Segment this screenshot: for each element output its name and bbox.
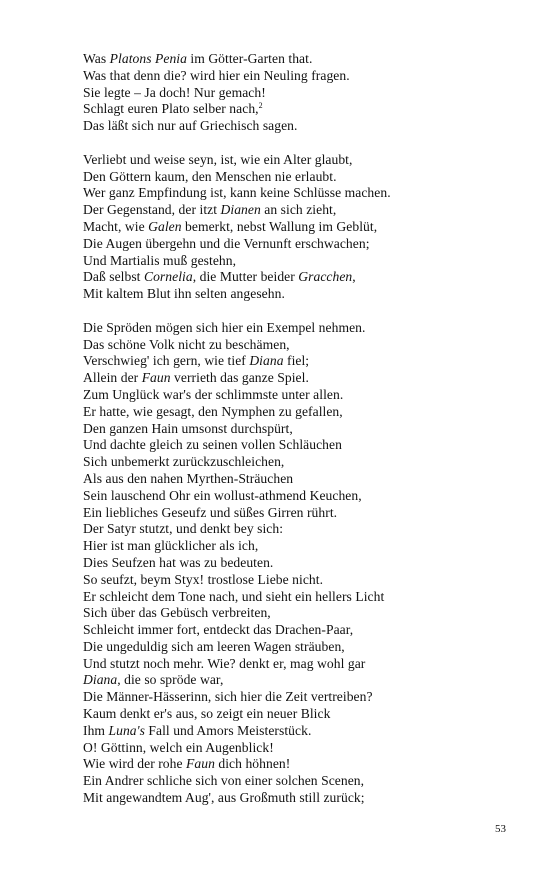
verse-text: Sich unbemerkt zurückzuschleichen, — [83, 454, 285, 470]
verse-text: Was that denn die? wird hier ein Neuling fragen. — [83, 67, 350, 83]
verse-text: Er hatte, wie gesagt, den Nymphen zu gefallen, — [83, 403, 343, 419]
verse-text: Ein liebliches Geseufz und süßes Girren rührt. — [83, 504, 338, 520]
verse-line — [83, 706, 523, 723]
verse-line — [83, 689, 523, 706]
verse-text: Ein Andrer schliche sich von einer solchen Scenen, — [83, 773, 365, 789]
italic-name: Platons Penia — [109, 51, 187, 66]
verse-text: Verliebt und weise seyn, ist, wie ein Alter glaubt, — [83, 151, 353, 167]
italic-name: Gracchen — [298, 269, 353, 285]
verse-line — [83, 236, 523, 253]
italic-name: Luna's — [108, 722, 145, 738]
verse-line — [83, 219, 523, 236]
verse-line — [83, 572, 523, 589]
verse-line — [83, 118, 523, 135]
verse-line — [83, 605, 523, 622]
italic-name: Faun — [186, 756, 215, 772]
verse-text: Schlagt euren Plato selber nach, — [83, 101, 259, 117]
verse-line — [83, 387, 523, 404]
verse-text: Sie legte – Ja doch! Nur gemach! — [83, 84, 266, 100]
verse-text: Dies Seufzen hat was zu bedeuten. — [83, 554, 274, 570]
verse-line — [83, 589, 523, 606]
verse-text: O! Göttinn, welch ein Augenblick! — [83, 739, 274, 755]
verse-text: Die Augen übergehn und die Vernunft erschwachen; — [83, 235, 370, 251]
verse-line — [83, 773, 523, 790]
verse-text: Ihm — [83, 722, 109, 738]
verse-text: Fall und Amors Meisterstück. — [144, 722, 312, 738]
verse-text: Und stutzt noch mehr. Wie? denkt er, mag wohl gar — [83, 655, 366, 671]
italic-name: Galen — [148, 218, 182, 234]
verse-text: Das läßt sich nur auf Griechisch sagen. — [83, 118, 298, 134]
verse-text: , die Mutter beider — [192, 269, 299, 285]
verse-line — [83, 337, 523, 354]
verse-text: Mit angewandtem Aug', aus Großmuth still zurück; — [83, 790, 365, 806]
verse-text: Wie wird der rohe — [83, 756, 187, 772]
verse-text: Als aus den nahen Myrthen-Sträuchen — [83, 470, 294, 486]
verse-text: an sich zieht, — [260, 202, 337, 218]
italic-name: Diana — [249, 353, 284, 369]
verse-line — [83, 185, 523, 202]
verse-line — [83, 622, 523, 639]
verse-line — [83, 421, 523, 438]
verse-line — [83, 555, 523, 572]
stanza — [83, 152, 523, 303]
verse-text: Was — [83, 51, 110, 66]
verse-text: Das schöne Volk nicht zu beschämen, — [83, 336, 290, 352]
verse-line — [83, 404, 523, 421]
verse-text: Die Spröden mögen sich hier ein Exempel nehmen. — [83, 319, 366, 335]
verse-text: Er schleicht dem Tone nach, und sieht ein hellers Licht — [83, 588, 385, 604]
verse-text: Hier ist man glücklicher als ich, — [83, 538, 259, 554]
verse-text: Sein lauschend Ohr ein wollust-athmend Keuchen, — [83, 487, 362, 503]
verse-line — [83, 639, 523, 656]
verse-text: im Götter-Garten that. — [186, 51, 313, 66]
verse-text: Den ganzen Hain umsonst durchspürt, — [83, 420, 293, 436]
verse-line — [83, 538, 523, 555]
verse-line — [83, 756, 523, 773]
verse-line — [83, 353, 523, 370]
verse-line — [83, 169, 523, 186]
verse-line — [83, 454, 523, 471]
italic-name: Faun — [141, 370, 171, 386]
italic-name: Diana — [83, 672, 118, 688]
verse-text: Der Gegenstand, der itzt — [83, 202, 221, 218]
verse-line — [83, 521, 523, 538]
verse-text: Kaum denkt er's aus, so zeigt ein neuer Blick — [83, 706, 331, 722]
verse-line — [83, 51, 523, 68]
verse-line — [83, 202, 523, 219]
verse-line — [83, 68, 523, 85]
verse-text: dich höhnen! — [214, 756, 291, 772]
verse-line — [83, 471, 523, 488]
footnote-marker: 2 — [258, 101, 263, 111]
verse-text: Wer ganz Empfindung ist, kann keine Schlüsse machen. — [83, 185, 391, 201]
verse-text: Der Satyr stutzt, und denkt bey sich: — [83, 521, 284, 537]
verse-line — [83, 152, 523, 169]
verse-line — [83, 437, 523, 454]
verse-line — [83, 723, 523, 740]
stanza — [83, 51, 523, 135]
verse-text: Zum Unglück war's der schlimmste unter allen. — [83, 386, 344, 402]
verse-line — [83, 672, 523, 689]
verse-text: Die ungeduldig sich am leeren Wagen sträuben, — [83, 638, 345, 654]
verse-text: Die Männer-Hässerinn, sich hier die Zeit vertreiben? — [83, 689, 373, 705]
verse-line — [83, 101, 523, 118]
verse-text: Und Martialis muß gestehn, — [83, 252, 237, 268]
verse-line — [83, 656, 523, 673]
verse-line — [83, 253, 523, 270]
verse-text: verrieth das ganze Spiel. — [170, 370, 309, 386]
verse-text: Allein der — [83, 370, 142, 386]
verse-line — [83, 85, 523, 102]
stanza — [83, 320, 523, 807]
verse-line — [83, 286, 523, 303]
verse-line — [83, 370, 523, 387]
verse-text: So seufzt, beym Styx! trostlose Liebe nicht. — [83, 571, 324, 587]
verse-text: Verschwieg' ich gern, wie tief — [83, 353, 250, 369]
verse-line — [83, 740, 523, 757]
verse-text: Daß selbst — [83, 269, 144, 285]
verse-text: Macht, wie — [83, 218, 149, 234]
verse-text: Sich über das Gebüsch verbreiten, — [83, 605, 271, 621]
verse-line — [83, 269, 523, 286]
verse-line — [83, 790, 523, 807]
italic-name: Dianen — [220, 202, 261, 218]
italic-name: Cornelia — [143, 269, 193, 285]
verse-text: bemerkt, nebst Wallung im Geblüt, — [181, 218, 378, 234]
verse-line — [83, 488, 523, 505]
verse-text: , — [352, 269, 356, 285]
verse-text: Und dachte gleich zu seinen vollen Schläuchen — [83, 437, 342, 453]
verse-line — [83, 505, 523, 522]
page-number: 53 — [495, 823, 506, 835]
poem-text — [83, 51, 523, 824]
verse-text: Den Göttern kaum, den Menschen nie erlaubt. — [83, 168, 337, 184]
verse-text: fiel; — [283, 353, 310, 369]
verse-text: Mit kaltem Blut ihn selten angesehn. — [83, 286, 285, 302]
verse-text: Schleicht immer fort, entdeckt das Drachen-Paar, — [83, 622, 354, 638]
verse-line — [83, 320, 523, 337]
verse-text: , die so spröde war, — [117, 672, 224, 688]
